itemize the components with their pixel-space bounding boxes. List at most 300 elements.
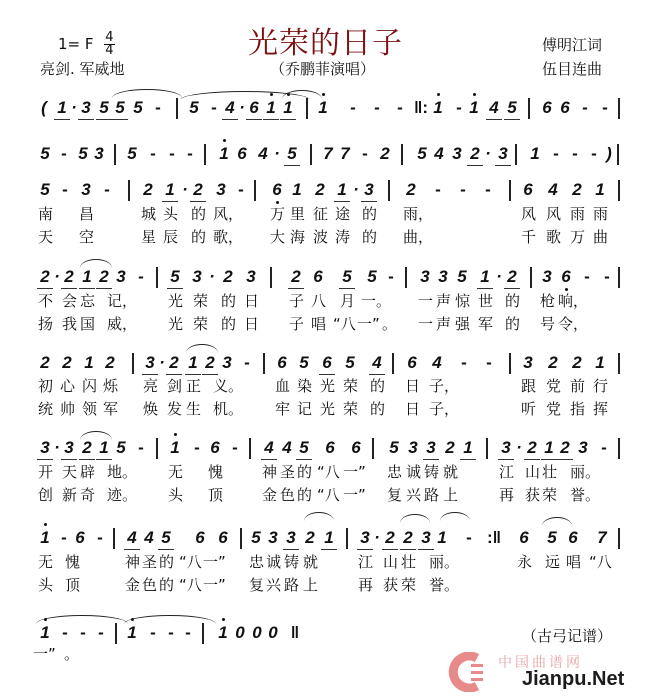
lyric-syllable: 开: [37, 463, 53, 481]
sustain-dash: -: [98, 623, 104, 642]
underline-beam: [54, 119, 70, 120]
note: 2: [445, 438, 455, 457]
note: 3: [501, 438, 511, 457]
note: 1: [595, 180, 605, 199]
note: 2: [40, 267, 50, 286]
lyric-syllable: 光: [167, 292, 183, 310]
lyric-syllable: 永: [516, 553, 532, 571]
sustain-dash: -: [244, 353, 250, 372]
sustain-dash: -: [155, 98, 161, 117]
lyric-syllable: 色: [279, 486, 295, 504]
lyric-syllable: 义。: [213, 377, 244, 395]
barline: [113, 528, 115, 549]
repeat-sign: :‖: [486, 528, 502, 547]
barline: [254, 180, 256, 201]
note: 5: [161, 528, 171, 547]
underline-beam: [467, 165, 483, 166]
note: 2: [193, 180, 203, 199]
note: 6: [351, 438, 361, 457]
underline-beam: [96, 119, 112, 120]
slur-arc: [282, 90, 322, 99]
sustain-dash: -: [168, 623, 174, 642]
note: 7: [323, 144, 333, 163]
underline-beam: [423, 459, 439, 460]
lyric-syllable: 月: [339, 292, 355, 310]
lyric-syllable: 光: [319, 377, 335, 395]
note: 3: [364, 180, 374, 199]
note: 1: [84, 353, 94, 372]
note: 1: [544, 438, 554, 457]
lyric-syllable: 风，: [213, 205, 244, 223]
underline-beam: [369, 374, 385, 375]
note: 1: [292, 180, 302, 199]
underline-beam: [486, 119, 502, 120]
lyric-syllable: 诚: [265, 553, 281, 571]
note: 4: [144, 528, 154, 547]
lyric-syllable: 迹。: [107, 486, 138, 504]
lyric-syllable: 的: [296, 463, 312, 481]
lyric-syllable: 唱: [565, 553, 581, 571]
lyric-syllable: 号: [539, 315, 555, 333]
note: 5: [367, 267, 377, 286]
note: 5: [133, 98, 143, 117]
note: 6: [195, 528, 205, 547]
watermark-text-en: Jianpu.Net: [522, 668, 625, 690]
underline-beam: [112, 119, 128, 120]
note: 2: [40, 353, 50, 372]
lyric-syllable: 千: [520, 228, 536, 246]
note: 2: [315, 180, 325, 199]
note: 4: [548, 180, 558, 199]
sustain-dash: -: [104, 180, 110, 199]
note: 3: [94, 144, 104, 163]
sustain-dash: -: [397, 98, 403, 117]
lyric-syllable: 统: [37, 400, 53, 418]
note: 2: [82, 438, 92, 457]
note: 2: [548, 353, 558, 372]
lyric-syllable: 头: [37, 576, 53, 594]
notation-line: [0, 143, 653, 165]
dot-mark: ·: [71, 98, 77, 117]
sustain-dash: -: [604, 267, 610, 286]
underline-beam: [202, 374, 218, 375]
sustain-dash: -: [80, 623, 86, 642]
barline: [528, 98, 530, 119]
note: 6: [542, 98, 552, 117]
sustain-dash: -: [350, 98, 356, 117]
note: 4: [282, 438, 292, 457]
note: 6: [218, 528, 228, 547]
sustain-dash: -: [582, 98, 588, 117]
lyric-syllable: 的: [158, 576, 174, 594]
note: 3: [81, 98, 91, 117]
note: 5: [345, 353, 355, 372]
lyric-syllable: 色: [141, 576, 157, 594]
lyric-syllable: 兴: [265, 576, 281, 594]
lyric-syllable: “八: [317, 463, 340, 481]
lyric-syllable: 唱: [310, 315, 326, 333]
underline-beam: [79, 459, 95, 460]
barline: [617, 144, 619, 165]
lyric-syllable: 的: [296, 486, 312, 504]
lyric-syllable: 染: [296, 377, 312, 395]
note: 5: [389, 438, 399, 457]
lyric-syllable: 子: [288, 315, 304, 333]
note: 6: [568, 528, 578, 547]
note: 1: [82, 267, 92, 286]
lyric-syllable: 记，: [107, 292, 138, 310]
note: 3: [116, 267, 126, 286]
lyric-syllable: 军: [477, 315, 493, 333]
note: 1: [431, 97, 445, 119]
lyric-syllable: 复: [386, 486, 402, 504]
final-barline: ‖: [290, 623, 300, 642]
note: 3: [286, 528, 296, 547]
lyric-syllable: 荣: [541, 486, 557, 504]
barline: [156, 438, 158, 459]
lyric-syllable: 诚: [405, 463, 421, 481]
note: 1: [264, 97, 278, 119]
sustain-dash: -: [374, 98, 380, 117]
underline-beam: [283, 549, 299, 550]
note: 4: [225, 98, 235, 117]
underline-beam: [79, 288, 95, 289]
note: 0: [268, 623, 278, 642]
lyric-syllable: 的: [504, 315, 520, 333]
note: 3: [498, 144, 508, 163]
song-title: 光荣的日子: [248, 26, 403, 61]
underline-beam: [400, 549, 416, 550]
sustain-dash: -: [62, 623, 68, 642]
repeat-sign: ‖:: [413, 98, 429, 117]
lyric-syllable: 子，: [429, 377, 460, 395]
note: 1: [467, 97, 481, 119]
barline: [388, 180, 390, 201]
lyric-syllable: 惊: [454, 292, 470, 310]
note: 5: [299, 353, 309, 372]
sustain-dash: -: [61, 144, 67, 163]
lyric-syllable: 誉。: [429, 576, 460, 594]
underline-beam: [321, 549, 337, 550]
notation-line: [0, 352, 653, 374]
note: 3: [523, 353, 533, 372]
dot-mark: ·: [485, 144, 491, 163]
lyric-syllable: 歌，: [213, 228, 244, 246]
underline-beam: [222, 119, 238, 120]
key-label: 1= F: [58, 35, 94, 53]
barline: [346, 528, 348, 549]
lyric-syllable: 辰: [162, 228, 178, 246]
underline-beam: [541, 459, 557, 460]
note: 6: [322, 353, 332, 372]
underline-beam: [460, 459, 476, 460]
note: ): [606, 144, 612, 163]
lyric-syllable: 雨: [592, 205, 608, 223]
barline: [618, 438, 620, 459]
lyric-syllable: 心: [59, 377, 75, 395]
watermark-text-cn: 中国曲谱网: [498, 655, 583, 671]
lyric-syllable: 声: [435, 292, 451, 310]
underline-beam: [124, 549, 140, 550]
note: 0: [235, 623, 245, 642]
lyric-syllable: 的: [158, 553, 174, 571]
lyric-syllable: 江: [498, 463, 514, 481]
key-signature: [58, 32, 115, 57]
barline: [372, 438, 374, 459]
lyric-syllable: 子，: [429, 400, 460, 418]
lyric-syllable: 空: [78, 228, 94, 246]
note: 2: [105, 353, 115, 372]
note: 3: [420, 267, 430, 286]
lyric-syllable: 初: [37, 377, 53, 395]
lyric-syllable: 血: [274, 377, 290, 395]
lyric-syllable: 铸: [283, 553, 299, 571]
barline: [176, 98, 178, 119]
sustain-dash: -: [602, 98, 608, 117]
sustain-dash: -: [238, 180, 244, 199]
note: 2: [62, 353, 72, 372]
slur-arc: [440, 512, 470, 521]
watermark-logo-icon: [447, 652, 487, 692]
time-signature: $\frac{4}{4}$: [105, 30, 114, 58]
underline-beam: [288, 288, 304, 289]
barline: [618, 353, 620, 374]
slur-arc: [304, 512, 334, 521]
note: 5: [78, 144, 88, 163]
note: 4: [258, 144, 268, 163]
lyricist-credit: 傅明江词: [542, 36, 603, 54]
note: 3: [426, 438, 436, 457]
dot-mark: ·: [209, 267, 215, 286]
barline: [618, 267, 620, 288]
barline: [115, 623, 117, 644]
lyric-syllable: 声: [435, 315, 451, 333]
lyric-syllable: 忠: [248, 553, 264, 571]
note: 1: [57, 98, 67, 117]
note: 2: [385, 528, 395, 547]
underline-beam: [61, 459, 77, 460]
note: 6: [407, 353, 417, 372]
lyric-syllable: “八: [317, 486, 340, 504]
lyric-syllable: 牢: [274, 400, 290, 418]
lyric-syllable: 子: [288, 292, 304, 310]
lyric-syllable: 地。: [107, 463, 138, 481]
lyric-syllable: 神: [261, 463, 277, 481]
note: 0: [252, 623, 262, 642]
note: 1: [324, 528, 334, 547]
lyric-syllable: 头: [167, 486, 183, 504]
lyric-syllable: 歌: [545, 228, 561, 246]
lyric-syllable: 一”: [343, 463, 366, 481]
lyric-syllable: 星: [140, 228, 156, 246]
note: 1: [281, 97, 295, 119]
lyric-syllable: 金: [124, 576, 140, 594]
note: 1: [125, 622, 139, 644]
note: 2: [507, 267, 517, 286]
lyric-syllable: 顶: [207, 486, 223, 504]
underline-beam: [78, 119, 94, 120]
underline-beam: [334, 201, 350, 202]
lyric-syllable: 记: [296, 400, 312, 418]
lyric-syllable: 再: [357, 576, 373, 594]
lyric-syllable: 闪: [81, 377, 97, 395]
note: 1: [463, 438, 473, 457]
note: 5: [547, 528, 557, 547]
lyric-syllable: 忠: [386, 463, 402, 481]
underline-beam: [284, 165, 300, 166]
dot-mark: ·: [239, 98, 245, 117]
underline-beam: [504, 288, 520, 289]
barline: [128, 180, 130, 201]
lyric-syllable: 圣: [279, 463, 295, 481]
note: 1: [38, 527, 52, 549]
note: 5: [189, 98, 199, 117]
note: 4: [127, 528, 137, 547]
sustain-dash: -: [591, 144, 597, 163]
lyric-syllable: 远: [544, 553, 560, 571]
lyric-syllable: 的: [369, 400, 385, 418]
lyric-syllable: 扬: [37, 315, 53, 333]
note: 3: [408, 438, 418, 457]
note: 3: [222, 353, 232, 372]
lyric-syllable: 生: [185, 400, 201, 418]
sustain-dash: -: [232, 438, 238, 457]
lyric-syllable: 的: [361, 205, 377, 223]
barline: [618, 98, 620, 119]
notation-line: [0, 97, 653, 119]
lyric-syllable: 一”: [203, 553, 226, 571]
barline: [204, 144, 206, 165]
note: 3: [268, 528, 278, 547]
note: 4: [434, 144, 444, 163]
lyric-syllable: 的: [369, 377, 385, 395]
note: 3: [81, 180, 91, 199]
lyric-syllable: 听: [520, 400, 536, 418]
note: 3: [216, 180, 226, 199]
note: 3: [542, 267, 552, 286]
underline-beam: [37, 288, 53, 289]
lyric-syllable: 的: [190, 205, 206, 223]
lyric-syllable: 一。: [361, 292, 392, 310]
note: 2: [572, 180, 582, 199]
note: (: [41, 98, 47, 117]
sustain-dash: -: [435, 180, 441, 199]
lyric-syllable: 创: [37, 486, 53, 504]
lyric-syllable: 无: [37, 553, 53, 571]
note: 4: [489, 98, 499, 117]
note: 5: [99, 98, 109, 117]
note: 6: [519, 528, 529, 547]
dot-mark: ·: [496, 267, 502, 286]
lyric-syllable: 光: [319, 400, 335, 418]
dot-mark: ·: [182, 180, 188, 199]
lyric-syllable: 顶: [64, 576, 80, 594]
lyric-syllable: 烁: [102, 377, 118, 395]
underline-beam: [37, 459, 53, 460]
note: 6: [560, 98, 570, 117]
lyric-syllable: 金: [261, 486, 277, 504]
sustain-dash: -: [150, 144, 156, 163]
note: 2: [205, 353, 215, 372]
transcriber-credit: （古弓记谱）: [522, 627, 613, 645]
lyric-syllable: 丽。: [429, 553, 460, 571]
underline-beam: [524, 459, 540, 460]
lyric-syllable: 军: [102, 400, 118, 418]
underline-beam: [158, 549, 174, 550]
slur-arc: [80, 431, 112, 440]
lyric-syllable: 天: [37, 228, 53, 246]
barline: [263, 353, 265, 374]
underline-beam: [418, 549, 434, 550]
singer-credit: （乔鹏菲演唱）: [270, 60, 376, 78]
underline-beam: [557, 459, 573, 460]
lyric-syllable: 复: [248, 576, 264, 594]
lyric-syllable: “八: [179, 553, 202, 571]
lyric-syllable: 的: [190, 228, 206, 246]
note: 6: [277, 353, 287, 372]
note: 3: [452, 144, 462, 163]
note: 4: [432, 353, 442, 372]
barline: [114, 144, 116, 165]
note: 4: [264, 438, 274, 457]
slur-arc: [542, 517, 572, 526]
dot-mark: ·: [159, 353, 165, 372]
note: 1: [480, 267, 490, 286]
note: 5: [116, 438, 126, 457]
lyric-syllable: 日: [404, 400, 420, 418]
sustain-dash: -: [553, 144, 559, 163]
dot-mark: ·: [353, 180, 359, 199]
lyric-syllable: 发: [166, 400, 182, 418]
lyric-syllable: 一”: [203, 576, 226, 594]
lyric-syllable: 。: [381, 315, 397, 333]
note: 2: [99, 267, 109, 286]
sustain-dash: -: [572, 144, 578, 163]
note: 1: [168, 437, 182, 459]
note: 1: [99, 438, 109, 457]
barline: [202, 623, 204, 644]
sustain-dash: -: [461, 353, 467, 372]
barline: [486, 438, 488, 459]
sustain-dash: -: [362, 144, 368, 163]
lyric-syllable: 南: [37, 205, 53, 223]
lyric-syllable: 一”: [33, 645, 56, 663]
sustain-dash: -: [486, 353, 492, 372]
lyric-syllable: 涛: [334, 228, 350, 246]
sustain-dash: -: [187, 144, 193, 163]
note: 5: [127, 144, 137, 163]
lyric-syllable: 忘: [79, 292, 95, 310]
sustain-dash: -: [169, 144, 175, 163]
note: 6: [325, 438, 335, 457]
note: 1: [530, 144, 540, 163]
lyric-syllable: 圣: [141, 553, 157, 571]
sustain-dash: -: [584, 267, 590, 286]
lyric-syllable: 奇: [79, 486, 95, 504]
lyric-syllable: 愧: [64, 553, 80, 571]
underline-beam: [166, 374, 182, 375]
barline: [156, 267, 158, 288]
lyric-syllable: 风: [545, 205, 561, 223]
lyric-syllable: 指: [569, 400, 585, 418]
underline-beam: [498, 459, 514, 460]
lyric-syllable: 跟: [520, 377, 536, 395]
dot-mark: ·: [374, 528, 380, 547]
note: 3: [192, 267, 202, 286]
lyric-syllable: 无: [167, 463, 183, 481]
barline: [515, 144, 517, 165]
underline-beam: [280, 119, 296, 120]
